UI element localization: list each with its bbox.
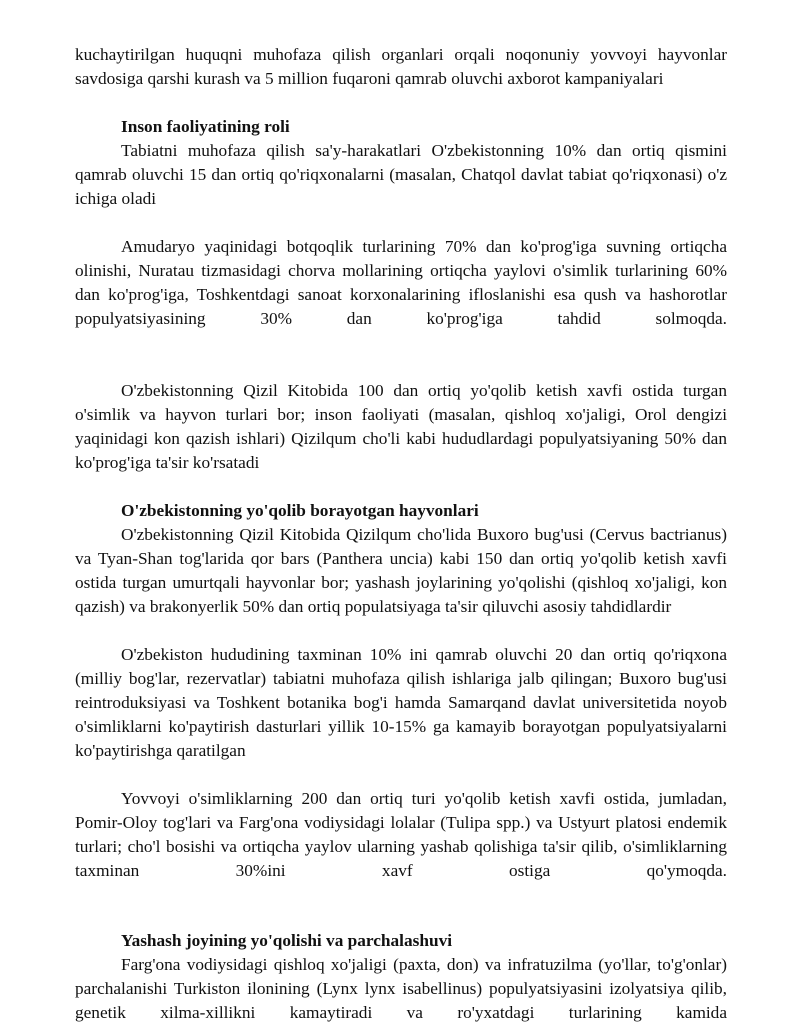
heading-habitat-loss: Yashash joyining yo'qolishi va parchalashuvi [121, 931, 453, 950]
paragraph-threats: Amudaryo yaqinidagi botqoqlik turlarining 70% dan ko'prog'iga suvning ortiqcha olinishi, Nuratau tizmasidagi chorva mollarining ortiqcha yaylovi o'simlik turlarining 60% dan ko'prog'iga, Toshkentdagi sanoat korxonalarining ifloslanishi esa qush va hashorotlar populyatsiyasining 30% dan ko'prog'iga tahdid solmoqda. [75, 237, 727, 328]
paragraph-continuation: kuchaytirilgan huquqni muhofaza qilish organlari orqali noqonuniy yovvoyi hayvonlar savdosiga qarshi kurash va 5 million fuqaroni qamrab oluvchi axborot kampaniyalari [75, 45, 727, 88]
heading-endangered-animals: O'zbekistonning yo'qolib borayotgan hayvonlari [121, 501, 479, 520]
paragraph-red-book: O'zbekistonning Qizil Kitobida 100 dan ortiq yo'qolib ketish xavfi ostida turgan o'simlik va hayvon turlari bor; inson faoliyati (masalan, qishloq xo'jaligi, Orol dengizi yaqinidagi kon qazish ishlari) Qizilqum cho'li kabi hududlardagi populyatsiyaning 50% dan ko'prog'iga ta'sir ko'rsatadi [75, 381, 727, 472]
paragraph-wild-plants: Yovvoyi o'simliklarning 200 dan ortiq turi yo'qolib ketish xavfi ostida, jumladan, Pomir-Oloy tog'lari va Farg'ona vodiysidagi lolalar (Tulipa spp.) va Ustyurt platosi endemik turlari; cho'l bosishi va ortiqcha yaylov ularning yashab qolishiga ta'sir qilib, o'simliklarning taxminan 30%ini xavf ostiga qo'ymoqda. [75, 789, 727, 880]
paragraph-fragmentation: Farg'ona vodiysidagi qishloq xo'jaligi (paxta, don) va infratuzilma (yo'llar, to'g'onlar) parchalanishi Turkiston ilonining (Lynx lynx isabellinus) populyatsiyasini izolyatsiya qilib, genetik xilma-xillikni kamaytiradi va ro'yxatdagi turlarining kamida [75, 955, 727, 1022]
paragraph-conservation-efforts: Tabiatni muhofaza qilish sa'y-harakatlari O'zbekistonning 10% dan ortiq qismini qamrab oluvchi 15 dan ortiq qo'riqxonalarni (masalan, Chatqol davlat tabiat qo'riqxonasi) o'z ichiga oladi [75, 141, 727, 208]
document-page [75, 43, 727, 1025]
paragraph-endangered-vertebrates: O'zbekistonning Qizil Kitobida Qizilqum cho'lida Buxoro bug'usi (Cervus bactrianus) va Tyan-Shan tog'larida qor bars (Panthera uncia) kabi 150 dan ortiq yo'qolib ketish xavfi ostida turgan umurtqali hayvonlar bor; yashash joylarining yo'qolishi (qishloq xo'jaligi, kon qazish) va brakonyerlik 50% dan ortiq populatsiyaga ta'sir qiluvchi asosiy tahdidlardir [75, 525, 727, 616]
heading-human-activity-role: Inson faoliyatining roli [121, 117, 290, 136]
paragraph-reserves: O'zbekiston hududining taxminan 10% ini qamrab oluvchi 20 dan ortiq qo'riqxona (milliy bog'lar, rezervatlar) tabiatni muhofaza qilish ishlariga jalb qilingan; Buxoro bug'usi reintroduksiyasi va Toshkent botanika bog'i hamda Samarqand davlat universitetida noyob o'simliklarni ko'paytirish dasturlari yillik 10-15% ga kamayib borayotgan populyatsiyalarni ko'paytirishga qaratilgan [75, 645, 727, 760]
